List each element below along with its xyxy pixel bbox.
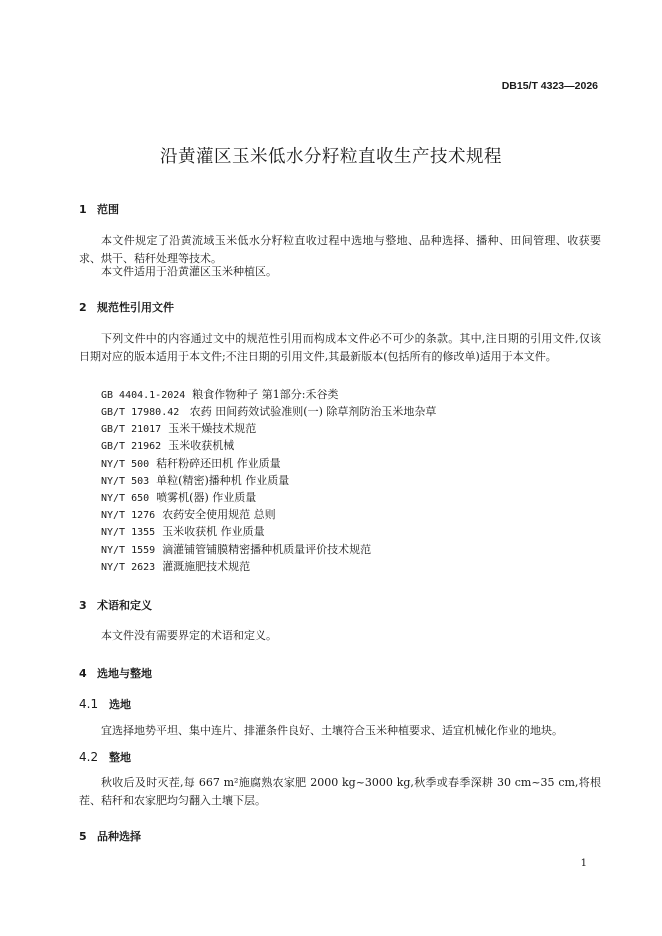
reference-item — [101, 489, 256, 505]
section-number: 2 — [79, 301, 87, 314]
subsection-heading-site-selection — [79, 696, 131, 712]
reference-title: 玉米收获机械 — [168, 439, 235, 452]
section-number: 4 — [79, 667, 87, 680]
reference-code: NY/T 2623 — [101, 562, 156, 573]
section-heading-site-prep — [79, 665, 152, 681]
reference-title: 玉米收获机 作业质量 — [162, 525, 265, 538]
section-title: 术语和定义 — [97, 599, 152, 612]
section-heading-terms — [79, 597, 152, 613]
subsection-title: 整地 — [109, 751, 131, 764]
subsection-title: 选地 — [109, 698, 131, 711]
section-title: 品种选择 — [97, 830, 141, 843]
reference-title: 农药安全使用规范 总则 — [162, 508, 276, 521]
section-title: 规范性引用文件 — [97, 301, 174, 314]
reference-title: 喷雾机(器) 作业质量 — [156, 491, 257, 504]
document-number: DB15/T 4323—2026 — [501, 80, 598, 92]
reference-title: 粮食作物种子 第1部分:禾谷类 — [192, 388, 339, 401]
reference-item — [101, 386, 339, 402]
reference-item — [101, 437, 234, 453]
section-title: 选地与整地 — [97, 667, 152, 680]
subsection-heading-land-prep — [79, 749, 131, 765]
reference-code: NY/T 1559 — [101, 545, 156, 556]
reference-item — [101, 403, 436, 419]
paragraph-site-selection: 宜选择地势平坦、集中连片、排灌条件良好、土壤符合玉米种植要求、适宜机械化作业的地块。 — [101, 724, 563, 737]
reference-item — [101, 541, 371, 557]
reference-item — [101, 523, 265, 539]
paragraph-land-prep: 秋收后及时灭茬,每 667 m²施腐熟农家肥 2000 kg~3000 kg,秋季或春季深耕 30 cm~35 cm,将根茬、秸秆和农家肥均匀翻入土壤下层。 — [79, 776, 601, 807]
reference-title: 单粒(精密)播种机 作业质量 — [156, 474, 290, 487]
section-title: 范围 — [97, 203, 119, 216]
reference-title: 农药 田间药效试验准则(一) 除草剂防治玉米地杂草 — [189, 405, 437, 418]
paragraph-scope-1: 本文件规定了沿黄流域玉米低水分籽粒直收过程中选地与整地、品种选择、播种、田间管理、收获要求、烘干、秸秆处理等技术。 — [79, 234, 601, 265]
reference-code: NY/T 503 — [101, 476, 150, 487]
subsection-number: 4.2 — [79, 750, 99, 764]
section-number: 5 — [79, 830, 87, 843]
reference-code: NY/T 1276 — [101, 510, 156, 521]
document-title: 沿黄灌区玉米低水分籽粒直收生产技术规程 — [160, 147, 502, 167]
reference-code: GB 4404.1-2024 — [101, 390, 186, 401]
section-heading-normative-references — [79, 299, 174, 315]
reference-title: 玉米干燥技术规范 — [168, 422, 257, 435]
paragraph-references-intro: 下列文件中的内容通过文中的规范性引用而构成本文件必不可少的条款。其中,注日期的引用文件,仅该日期对应的版本适用于本文件;不注日期的引用文件,其最新版本(包括所有的修改单)适用于本文件。 — [79, 332, 601, 363]
reference-item — [101, 506, 276, 522]
reference-code: NY/T 500 — [101, 459, 150, 470]
section-heading-variety — [79, 828, 141, 844]
reference-item — [101, 420, 256, 436]
reference-code: GB/T 21962 — [101, 441, 162, 452]
paragraph-terms: 本文件没有需要界定的术语和定义。 — [101, 629, 277, 642]
reference-code: GB/T 17980.42 — [101, 407, 180, 418]
paragraph-scope-2: 本文件适用于沿黄灌区玉米种植区。 — [101, 265, 277, 278]
reference-code: NY/T 650 — [101, 493, 150, 504]
subsection-number: 4.1 — [79, 697, 99, 711]
reference-item — [101, 455, 281, 471]
reference-title: 滴灌铺管铺膜精密播种机质量评价技术规范 — [162, 543, 372, 556]
reference-item — [101, 558, 250, 574]
page-number: 1 — [580, 858, 587, 869]
reference-title: 灌溉施肥技术规范 — [162, 560, 251, 573]
reference-code: NY/T 1355 — [101, 527, 156, 538]
reference-item — [101, 472, 289, 488]
reference-code: GB/T 21017 — [101, 424, 162, 435]
section-number: 1 — [79, 203, 87, 216]
section-heading-scope — [79, 201, 119, 217]
section-number: 3 — [79, 599, 87, 612]
reference-title: 秸秆粉碎还田机 作业质量 — [156, 457, 281, 470]
